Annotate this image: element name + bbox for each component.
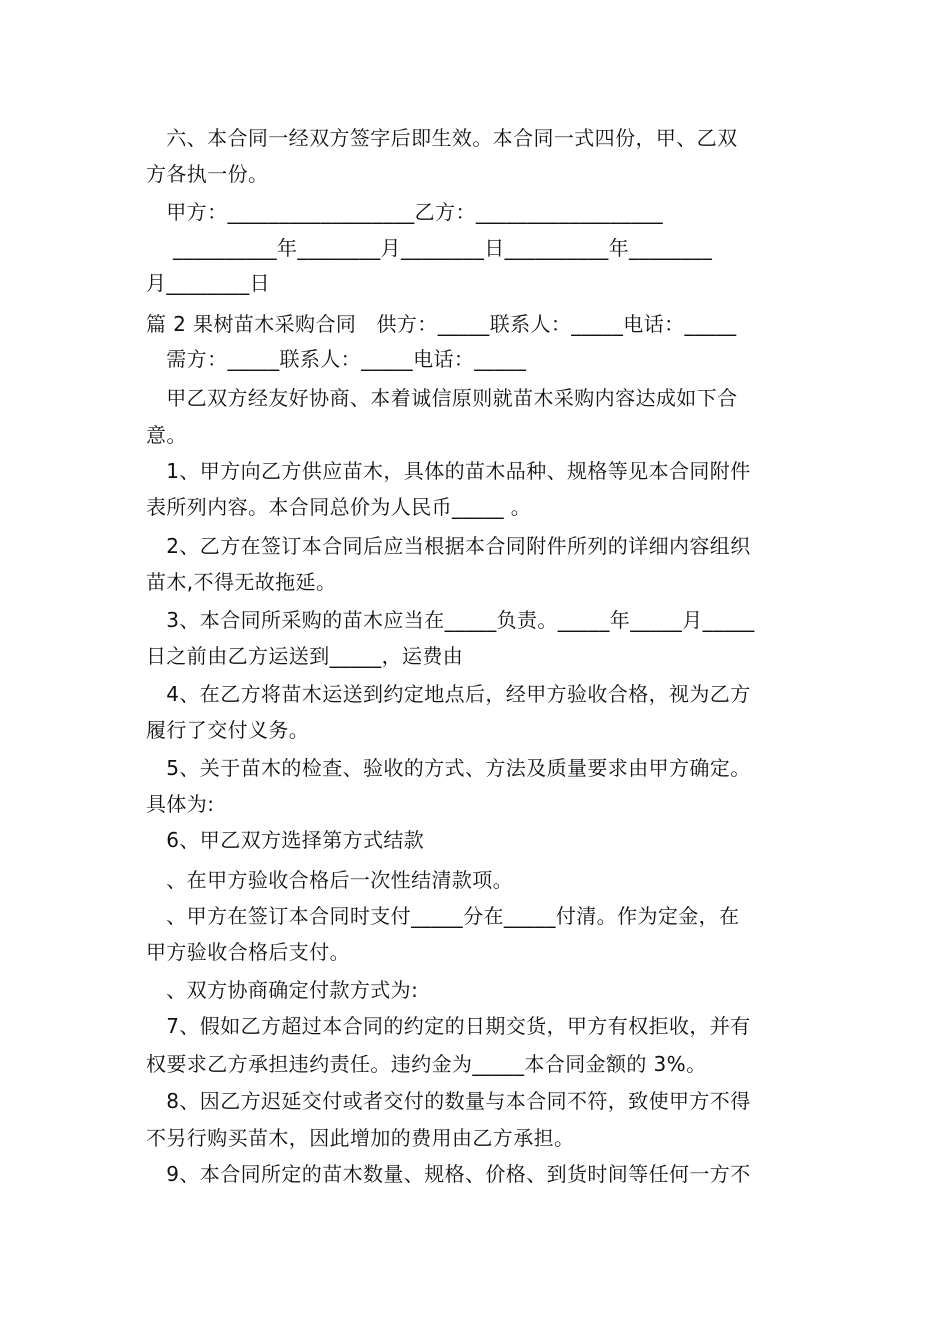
signature-date-line: __________年________月________日__________年________	[146, 236, 713, 260]
clause-8: 8、因乙方迟延交付或者交付的数量与本合同不符，致使甲方不得	[146, 1089, 751, 1113]
clause-5: 5、关于苗木的检查、验收的方式、方法及质量要求由甲方确定。	[146, 756, 751, 780]
text-line: 甲方验收合格后支付。	[146, 940, 350, 964]
buyer-info-line: 需方：_____联系人：_____电话：_____	[146, 347, 527, 371]
contract-title-line: 篇 2 果树苗木采购合同 供方：_____联系人：_____电话：_____	[146, 312, 737, 336]
clause-7: 7、假如乙方超过本合同的约定的日期交货，甲方有权拒收，并有	[146, 1014, 751, 1038]
signature-date-line: 月________日	[146, 271, 270, 295]
text-line: 表所列内容。本合同总价为人民币_____ 。	[146, 495, 532, 519]
text-line: 具体为:	[146, 792, 215, 816]
text-line: 苗木,不得无故拖延。	[146, 570, 337, 594]
text-line: 甲乙双方经友好协商、本着诚信原则就苗木采购内容达成如下合	[146, 386, 738, 410]
payment-option: 、在甲方验收合格后一次性结清款项。	[146, 868, 514, 892]
clause-4: 4、在乙方将苗木运送到约定地点后，经甲方验收合格，视为乙方	[146, 682, 751, 706]
payment-option: 、双方协商确定付款方式为:	[146, 978, 419, 1002]
clause-6: 6、甲乙双方选择第方式结款	[146, 828, 425, 852]
payment-option: 、甲方在签订本合同时支付_____分在_____付清。作为定金，在	[146, 904, 740, 928]
text-line: 六、本合同一经双方签字后即生效。本合同一式四份，甲、乙双	[146, 126, 738, 150]
text-line: 意。	[146, 423, 187, 447]
text-line: 方各执一份。	[146, 162, 269, 186]
clause-2: 2、乙方在签订本合同后应当根据本合同附件所列的详细内容组织	[146, 534, 751, 558]
text-line: 权要求乙方承担违约责任。违约金为_____本合同金额的 3%。	[146, 1052, 707, 1076]
signature-parties-line: 甲方：__________________乙方：__________________	[146, 200, 664, 224]
clause-3: 3、本合同所采购的苗木应当在_____负责。_____年_____月_____	[146, 608, 755, 632]
text-line: 不另行购买苗木，因此增加的费用由乙方承担。	[146, 1126, 575, 1150]
text-line: 日之前由乙方运送到_____，运费由	[146, 644, 464, 668]
clause-9: 9、本合同所定的苗木数量、规格、价格、到货时间等任何一方不	[146, 1162, 751, 1186]
clause-1: 1、甲方向乙方供应苗木，具体的苗木品种、规格等见本合同附件	[146, 459, 751, 483]
text-line: 履行了交付义务。	[146, 718, 310, 742]
